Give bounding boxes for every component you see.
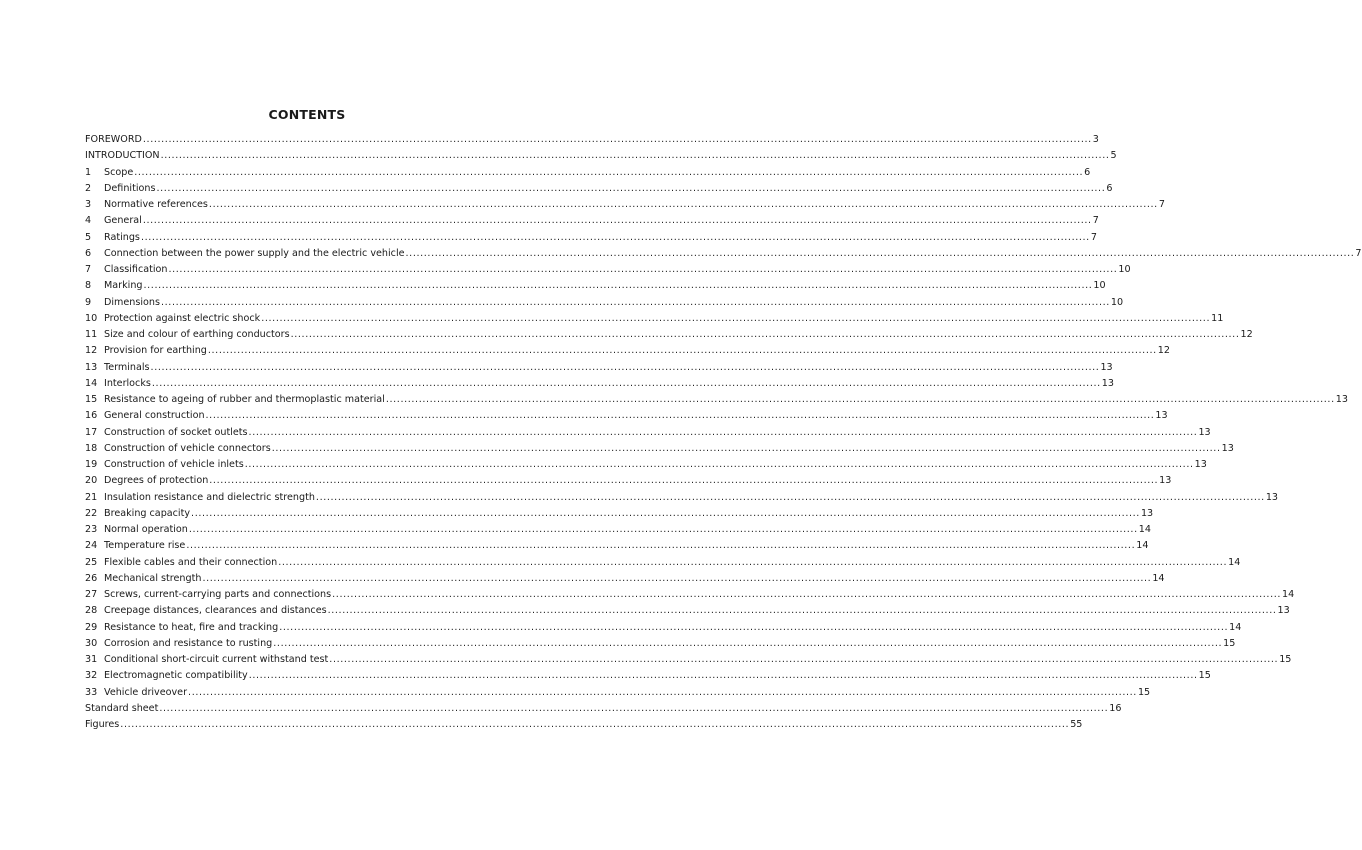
toc-entry [85, 132, 1099, 148]
toc-entry-title: Definitions [104, 182, 156, 194]
toc-entry-number: 2 [85, 182, 92, 194]
toc-entry [85, 392, 1348, 408]
dot-leader: .................................................................................................................................................................................................................................................................... [405, 247, 1355, 259]
toc-entry-page-number: 6 [1106, 182, 1113, 194]
dot-leader: .................................................................................................................................................................................................................................................................... [151, 377, 1101, 389]
toc-entry-title: Interlocks [104, 377, 151, 389]
toc-entry [85, 343, 1170, 359]
toc-entry-number: 27 [85, 589, 98, 600]
toc-entry-number: 5 [85, 231, 92, 243]
toc-entry-title: FOREWORD [85, 134, 142, 145]
toc-entry [85, 555, 1241, 571]
toc-entry-number: 13 [85, 361, 98, 373]
dot-leader: .................................................................................................................................................................................................................................................................... [290, 329, 1240, 340]
toc-entry [85, 425, 1211, 441]
toc-entry-title: Resistance to ageing of rubber and thermoplastic material [104, 394, 385, 405]
toc-entry-title: Dimensions [104, 296, 160, 308]
toc-entry [85, 620, 1242, 636]
toc-entry-number: 32 [85, 670, 98, 682]
dot-leader: .................................................................................................................................................................................................................................................................... [160, 150, 1110, 162]
dot-leader: .................................................................................................................................................................................................................................................................... [327, 605, 1277, 617]
toc-entry-title: Creepage distances, clearances and distances [104, 605, 327, 617]
toc-entry [85, 441, 1234, 457]
toc-entry-number: 10 [85, 312, 98, 324]
toc-entry-number: 6 [85, 247, 92, 259]
toc-entry-number: 30 [85, 637, 98, 649]
toc-entry-number: 29 [85, 621, 98, 633]
toc-entry [85, 327, 1253, 343]
toc-entry-page-number: 14 [1228, 556, 1241, 568]
toc-entry [85, 360, 1113, 376]
toc-entry-number: 4 [85, 215, 92, 227]
toc-entry [85, 278, 1106, 294]
toc-entry-number: 9 [85, 296, 92, 308]
dot-leader: .................................................................................................................................................................................................................................................................... [209, 475, 1159, 487]
toc-entry-title: Terminals [104, 361, 150, 373]
dot-leader: .................................................................................................................................................................................................................................................................... [279, 621, 1229, 633]
toc-entry-page-number: 13 [1198, 426, 1211, 438]
toc-entry-title: INTRODUCTION [85, 150, 160, 162]
toc-entry-number: 31 [85, 654, 98, 665]
toc-entry-page-number: 10 [1118, 264, 1131, 275]
dot-leader: .................................................................................................................................................................................................................................................................... [191, 507, 1140, 519]
toc-entry-page-number: 15 [1223, 637, 1236, 649]
toc-entry-title: Breaking capacity [104, 507, 191, 519]
toc-entry [85, 165, 1091, 181]
dot-leader: .................................................................................................................................................................................................................................................................... [120, 719, 1070, 730]
toc-entry [85, 668, 1211, 684]
toc-entry-page-number: 7 [1090, 231, 1097, 243]
toc-entry-page-number: 15 [1198, 670, 1211, 682]
toc-entry-title: Vehicle driveover [104, 686, 188, 698]
toc-entry-title: Flexible cables and their connection [104, 556, 278, 568]
toc-entry [85, 538, 1149, 554]
toc-entry-page-number: 13 [1159, 475, 1172, 487]
dot-leader: .................................................................................................................................................................................................................................................................... [261, 312, 1211, 324]
dot-leader: .................................................................................................................................................................................................................................................................... [205, 410, 1155, 422]
toc-entry-page-number: 14 [1229, 621, 1242, 633]
toc-entry [85, 213, 1099, 229]
dot-leader: .................................................................................................................................................................................................................................................................... [161, 296, 1110, 308]
dot-leader: .................................................................................................................................................................................................................................................................... [186, 540, 1136, 552]
toc-entry-title: Protection against electric shock [104, 312, 261, 324]
toc-entry-title: General [104, 215, 142, 227]
toc-entry-number: 28 [85, 605, 98, 617]
toc-entry-title: Corrosion and resistance to rusting [104, 637, 273, 649]
toc-entry-number: 20 [85, 475, 98, 487]
toc-entry [85, 262, 1131, 278]
dot-leader: .................................................................................................................................................................................................................................................................... [278, 556, 1228, 568]
toc-entry-page-number: 5 [1110, 150, 1117, 162]
toc-entry-title: Construction of vehicle connectors [104, 442, 271, 454]
dot-leader: .................................................................................................................................................................................................................................................................... [202, 572, 1152, 584]
toc-entry-title: Resistance to heat, fire and tracking [104, 621, 279, 633]
dot-leader: .................................................................................................................................................................................................................................................................... [248, 426, 1198, 438]
dot-leader: .................................................................................................................................................................................................................................................................... [273, 637, 1223, 649]
toc-entry [85, 295, 1124, 311]
dot-leader: .................................................................................................................................................................................................................................................................... [271, 442, 1221, 454]
toc-entry-number: 1 [85, 166, 92, 178]
toc-entry-page-number: 55 [1070, 719, 1083, 730]
page-title: CONTENTS [268, 107, 346, 122]
dot-leader: .................................................................................................................................................................................................................................................................... [315, 491, 1265, 503]
toc-entry-page-number: 13 [1100, 361, 1113, 373]
toc-entry [85, 587, 1295, 603]
toc-entry-page-number: 10 [1093, 280, 1106, 292]
toc-entry-number: 7 [85, 264, 92, 275]
toc-entry-title: Size and colour of earthing conductors [104, 329, 290, 340]
toc-entry-number: 17 [85, 426, 98, 438]
toc-entry-page-number: 3 [1092, 134, 1099, 145]
toc-entry-title: Electromagnetic compatibility [104, 670, 248, 682]
toc-entry-title: Temperature rise [104, 540, 186, 552]
toc-entry-number: 24 [85, 540, 98, 552]
toc-entry-page-number: 13 [1101, 377, 1114, 389]
toc-entry-number: 16 [85, 410, 98, 422]
dot-leader: .................................................................................................................................................................................................................................................................... [156, 182, 1106, 194]
toc-entry [85, 457, 1207, 473]
toc-entry-page-number: 12 [1157, 345, 1170, 357]
toc-entry-number: 21 [85, 491, 98, 503]
toc-entry-title: Scope [104, 166, 134, 178]
toc-entry-page-number: 13 [1140, 507, 1154, 519]
toc-entry-title: Conditional short-circuit current withstand test [104, 654, 329, 665]
toc-entry [85, 490, 1279, 506]
toc-entry-number: 25 [85, 556, 98, 568]
toc-entry-number: 22 [85, 507, 98, 519]
toc-entry-title: Construction of socket outlets [104, 426, 248, 438]
toc-entry-page-number: 13 [1221, 442, 1234, 454]
toc-entry-title: Screws, current-carrying parts and connections [104, 589, 332, 600]
toc-entry-title: Figures [85, 719, 120, 730]
table-of-contents [85, 132, 1362, 733]
toc-entry-page-number: 10 [1110, 296, 1124, 308]
dot-leader: .................................................................................................................................................................................................................................................................... [188, 524, 1138, 535]
toc-entry-title: Normal operation [104, 524, 188, 535]
toc-entry-title: Standard sheet [85, 702, 159, 714]
toc-entry [85, 636, 1236, 652]
dot-leader: .................................................................................................................................................................................................................................................................... [248, 670, 1198, 682]
toc-entry-page-number: 13 [1155, 410, 1168, 422]
toc-entry-number: 3 [85, 199, 92, 210]
toc-entry-title: Insulation resistance and dielectric strength [104, 491, 315, 503]
toc-entry-number: 19 [85, 459, 98, 470]
dot-leader: .................................................................................................................................................................................................................................................................... [332, 589, 1282, 600]
dot-leader: .................................................................................................................................................................................................................................................................... [140, 231, 1090, 243]
dot-leader: .................................................................................................................................................................................................................................................................... [329, 654, 1279, 665]
dot-leader: .................................................................................................................................................................................................................................................................... [142, 134, 1092, 145]
dot-leader: .................................................................................................................................................................................................................................................................... [188, 686, 1137, 698]
toc-entry [85, 717, 1083, 733]
toc-entry-page-number: 13 [1277, 605, 1290, 617]
dot-leader: .................................................................................................................................................................................................................................................................... [150, 361, 1100, 373]
dot-leader: .................................................................................................................................................................................................................................................................... [385, 394, 1335, 405]
dot-leader: .................................................................................................................................................................................................................................................................... [208, 199, 1158, 210]
toc-entry [85, 197, 1165, 213]
toc-entry-title: Mechanical strength [104, 572, 202, 584]
toc-entry-title: General construction [104, 410, 205, 422]
toc-entry-number: 26 [85, 572, 98, 584]
toc-entry-number: 33 [85, 686, 98, 698]
dot-leader: .................................................................................................................................................................................................................................................................... [134, 166, 1084, 178]
toc-entry [85, 701, 1122, 717]
toc-entry [85, 311, 1224, 327]
toc-entry [85, 506, 1154, 522]
toc-entry [85, 473, 1172, 489]
toc-entry-title: Classification [104, 264, 168, 275]
dot-leader: .................................................................................................................................................................................................................................................................... [168, 264, 1118, 275]
dot-leader: .................................................................................................................................................................................................................................................................... [244, 459, 1194, 470]
toc-entry-title: Normative references [104, 199, 208, 210]
toc-entry [85, 408, 1168, 424]
toc-entry-page-number: 14 [1136, 540, 1149, 552]
dot-leader: .................................................................................................................................................................................................................................................................... [159, 702, 1109, 714]
dot-leader: .................................................................................................................................................................................................................................................................... [207, 345, 1157, 357]
toc-entry-page-number: 13 [1335, 394, 1348, 405]
toc-entry [85, 181, 1113, 197]
toc-entry-page-number: 7 [1158, 199, 1165, 210]
toc-entry-page-number: 14 [1152, 572, 1165, 584]
toc-entry-page-number: 14 [1138, 524, 1151, 535]
toc-entry-page-number: 7 [1092, 215, 1099, 227]
toc-entry-page-number: 11 [1211, 312, 1224, 324]
toc-entry-page-number: 16 [1109, 702, 1122, 714]
toc-entry [85, 376, 1114, 392]
toc-entry-page-number: 12 [1240, 329, 1253, 340]
dot-leader: .................................................................................................................................................................................................................................................................... [142, 215, 1092, 227]
toc-entry-page-number: 14 [1282, 589, 1295, 600]
toc-entry-title: Construction of vehicle inlets [104, 459, 244, 470]
toc-entry-number: 14 [85, 377, 98, 389]
toc-entry-page-number: 15 [1279, 654, 1292, 665]
toc-entry-number: 11 [85, 329, 98, 340]
toc-entry-title: Provision for earthing [104, 345, 207, 357]
toc-entry [85, 148, 1117, 164]
toc-entry-title: Degrees of protection [104, 475, 209, 487]
toc-entry [85, 685, 1151, 701]
toc-entry-title: Marking [104, 280, 143, 292]
toc-entry-page-number: 13 [1194, 459, 1207, 470]
toc-entry-number: 15 [85, 394, 98, 405]
toc-entry [85, 571, 1165, 587]
dot-leader: .................................................................................................................................................................................................................................................................... [143, 280, 1093, 292]
toc-entry-page-number: 15 [1137, 686, 1151, 698]
toc-entry [85, 246, 1362, 262]
toc-entry [85, 522, 1151, 538]
toc-entry-number: 23 [85, 524, 98, 535]
toc-entry-number: 12 [85, 345, 98, 357]
toc-entry-number: 8 [85, 280, 92, 292]
toc-entry-page-number: 13 [1265, 491, 1279, 503]
toc-entry [85, 230, 1097, 246]
toc-entry-title: Ratings [104, 231, 140, 243]
toc-entry [85, 652, 1292, 668]
toc-entry-page-number: 6 [1084, 166, 1091, 178]
toc-entry-page-number: 7 [1355, 247, 1362, 259]
toc-entry-number: 18 [85, 442, 98, 454]
toc-entry-title: Connection between the power supply and the electric vehicle [104, 247, 405, 259]
toc-entry [85, 603, 1290, 619]
